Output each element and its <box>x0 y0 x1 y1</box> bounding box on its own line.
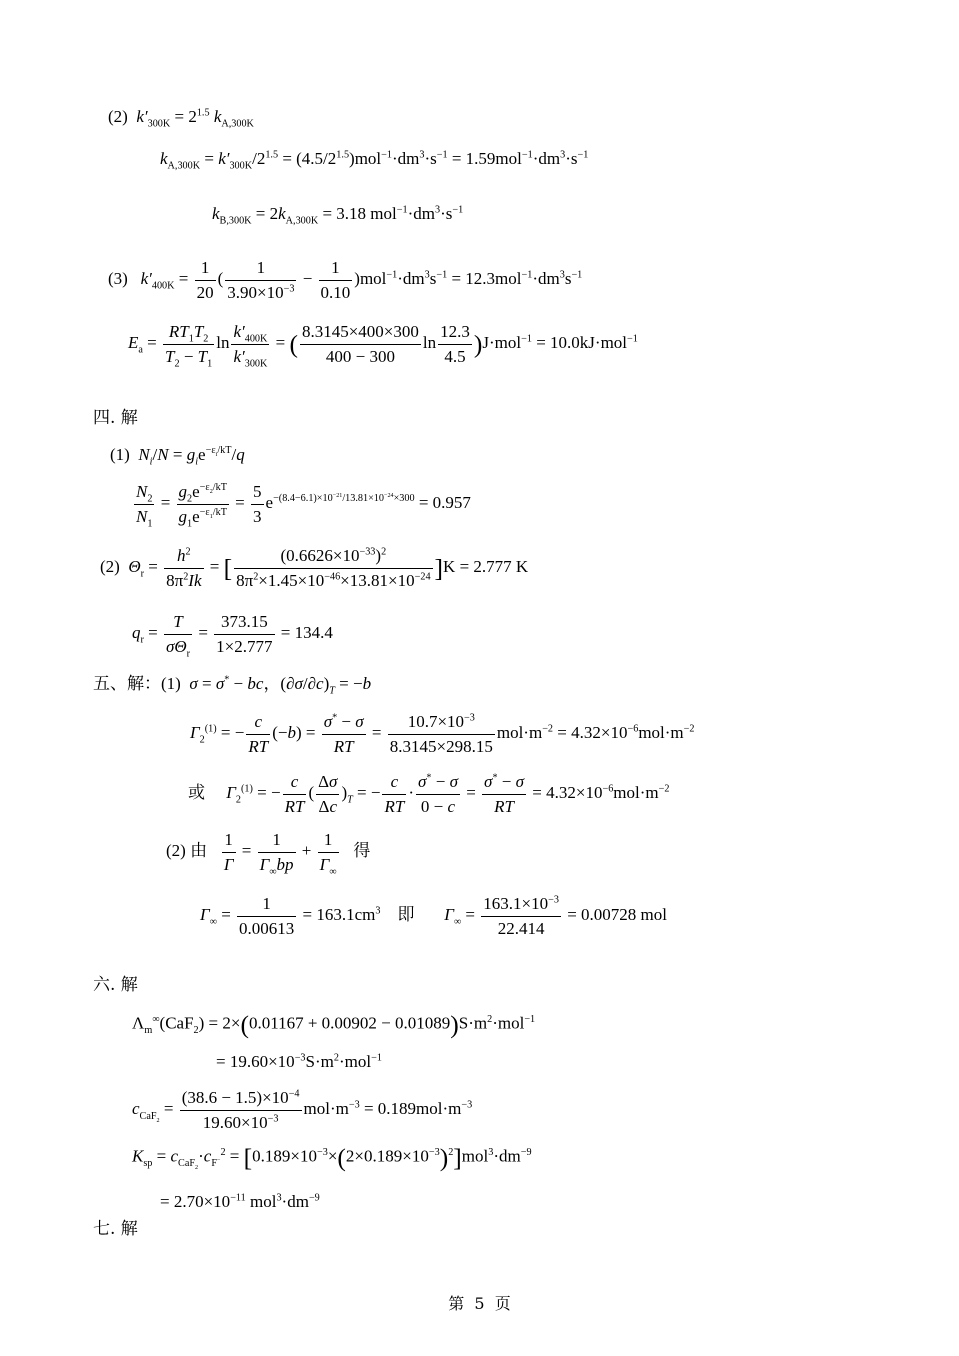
eq-theta-r: (2) $\Theta_r$ = $\frac{h^2}{8\pi^2Ik}$ = [ $\frac{(0.6626\times 10^{-33})^2}{8\pi^2\times 1.45\times 10^{-46}\times 13.81\times 10^{-24}}$ ]K = 2.777 K <box>100 546 529 590</box>
eq-c-caf2: $c_{CaF_2}$ = $\frac{(38.6 - 1.5)\times 10^{-4}}{19.60\times 10^{-3}}$ $mol\cdot m^{-3} = 0.189mol\cdot m^{-3}$ <box>132 1088 473 1132</box>
eq-k400: (3) $k'_{400K}$ = $\frac{1}{20}$ ( $\frac{1}{3.90\times 10^{-3}}$ − $\frac{1}{0.10}$ )$mol^{-1}\cdot dm^3s^{-1} = 12.3mol^{-1}\cdot dm^3s^{-1}$ <box>108 258 583 302</box>
page-footer <box>0 1291 959 1314</box>
eq-gamma-1: $\Gamma_2^{(1)}$ = − $\frac{c}{RT}$ (−b) = $\frac{\sigma^* - \sigma}{RT}$ = $\frac{10.7\times 10^{-3}}{8.3145\times 298.15}$ $mol\cdot m^{-2} = 4.32\times 10^{-6}mol\cdot m^{-2}$ <box>190 712 695 756</box>
eq-ksp: $K_{sp} = c_{CaF_2}\cdot c_{F^-}^2 = [0.189\times 10^{-3}\times(2\times 0.189\times 10^{-3})^2]mol^3\cdot dm^{-9}$ <box>132 1143 532 1172</box>
or-label: 或 <box>188 782 205 803</box>
eq-qr: $q_r$ = $\frac{T}{\sigma\Theta_r}$ = $\frac{373.15}{1\times 2.777}$ = 134.4 <box>132 612 333 660</box>
eq-langmuir: (2) 由 $\frac{1}{\Gamma}$ = $\frac{1}{\Gamma_\infty bp}$ + $\frac{1}{\Gamma_\infty}$ 得 <box>166 830 371 878</box>
by-label: 由 <box>190 840 208 861</box>
eq-gamma-2: 或 $\Gamma_2^{(1)}$ = − $\frac{c}{RT}$ ( $\frac{\Delta\sigma}{\Delta c}$ )$_T$ = − $\frac{c}{RT}$ · $\frac{\sigma^* - \sigma}{0 - c}$ = $\frac{\sigma^* - \sigma}{RT}$ = $4.32\times 10^{-6}mol\cdot m^{-2}$ <box>188 772 670 816</box>
page-number: 5 <box>474 1294 485 1313</box>
eq-sigma: 五、解：(1) σ = σ* − bc，$(\partial\sigma/\partial c)_T = -b$ <box>93 674 372 697</box>
section-5-heading: 五、解： <box>93 674 161 694</box>
get-label: 得 <box>353 840 371 861</box>
footer-suffix: 页 <box>494 1294 511 1313</box>
eq-kB300: $k_{B,300K} = 2k_{A,300K} = 3.18$ $mol^{-1}\cdot dm^3\cdot s^{-1}$ <box>212 204 464 227</box>
eq-population-ratio: $\frac{N_2}{N_1}$ = $\frac{g_2e^{-\varepsilon_2/kT}}{g_1e^{-\varepsilon_1/kT}}$ = $\frac{5}{3}$ $e^{-(8.4-6.1)\times 10^{-21}/13.81\times 10^{-24}\times 300} = 0.957$ <box>136 482 471 530</box>
eq-boltzmann: (1) $N_i/N = g_ie^{-\varepsilon_i/kT}/q$ <box>110 445 245 468</box>
footer-prefix: 第 <box>448 1294 465 1313</box>
section-7-heading: 七. 解 <box>93 1219 138 1239</box>
eq-lambda-m: $\Lambda_m^\infty(CaF_2) = 2\times(0.01167 + 0.00902 - 0.01089)S\cdot m^2\cdot mol^{-1}$ <box>132 1010 536 1039</box>
section-6-heading: 六. 解 <box>93 975 138 995</box>
label-2c: (2) <box>166 840 186 860</box>
label-3: (3) <box>108 268 128 288</box>
section-4-heading: 四. 解 <box>93 408 138 428</box>
eq-lambda-m-result: = $19.60\times 10^{-3}S\cdot m^2\cdot mol^{-1}$ <box>216 1052 382 1071</box>
eq-Ea: $E_a$ = $\frac{RT_1T_2}{T_2 - T_1}$ ln $\frac{k'_{400K}}{k'_{300K}}$ = ( $\frac{8.3145\times 400\times 300}{400 - 300}$ ln $\frac{12.3}{4.5}$ )J·mol$^{-1}$ = 10.0kJ·mol$^{-1}$ <box>128 322 638 370</box>
eq-kA300: $k_{A,300K} = k'_{300K}/2^{1.5} = (4.5/2^{1.5})mol^{-1}\cdot dm^3\cdot s^{-1} = 1.59mol^{-1}\cdot dm^3\cdot s^{-1}$ <box>160 149 589 172</box>
eq-ksp-result: = $2.70\times 10^{-11}$ $mol^3\cdot dm^{-9}$ <box>160 1192 320 1211</box>
label-1: (1) <box>110 445 130 464</box>
label-1b: (1) <box>161 674 181 693</box>
label-2b: (2) <box>100 556 120 576</box>
eq-gamma-inf: $\Gamma_\infty$ = $\frac{1}{0.00613}$ = $163.1cm^3$ 即 $\Gamma_\infty$ = $\frac{163.1\times 10^{-3}}{22.414}$ = 0.00728 mol <box>200 894 667 938</box>
label-2: (2) <box>108 107 128 126</box>
ie-label: 即 <box>397 904 415 925</box>
eq-k300: (2) $k'_{300K} = 2^{1.5}$ $k_{A,300K}$ <box>108 107 254 130</box>
